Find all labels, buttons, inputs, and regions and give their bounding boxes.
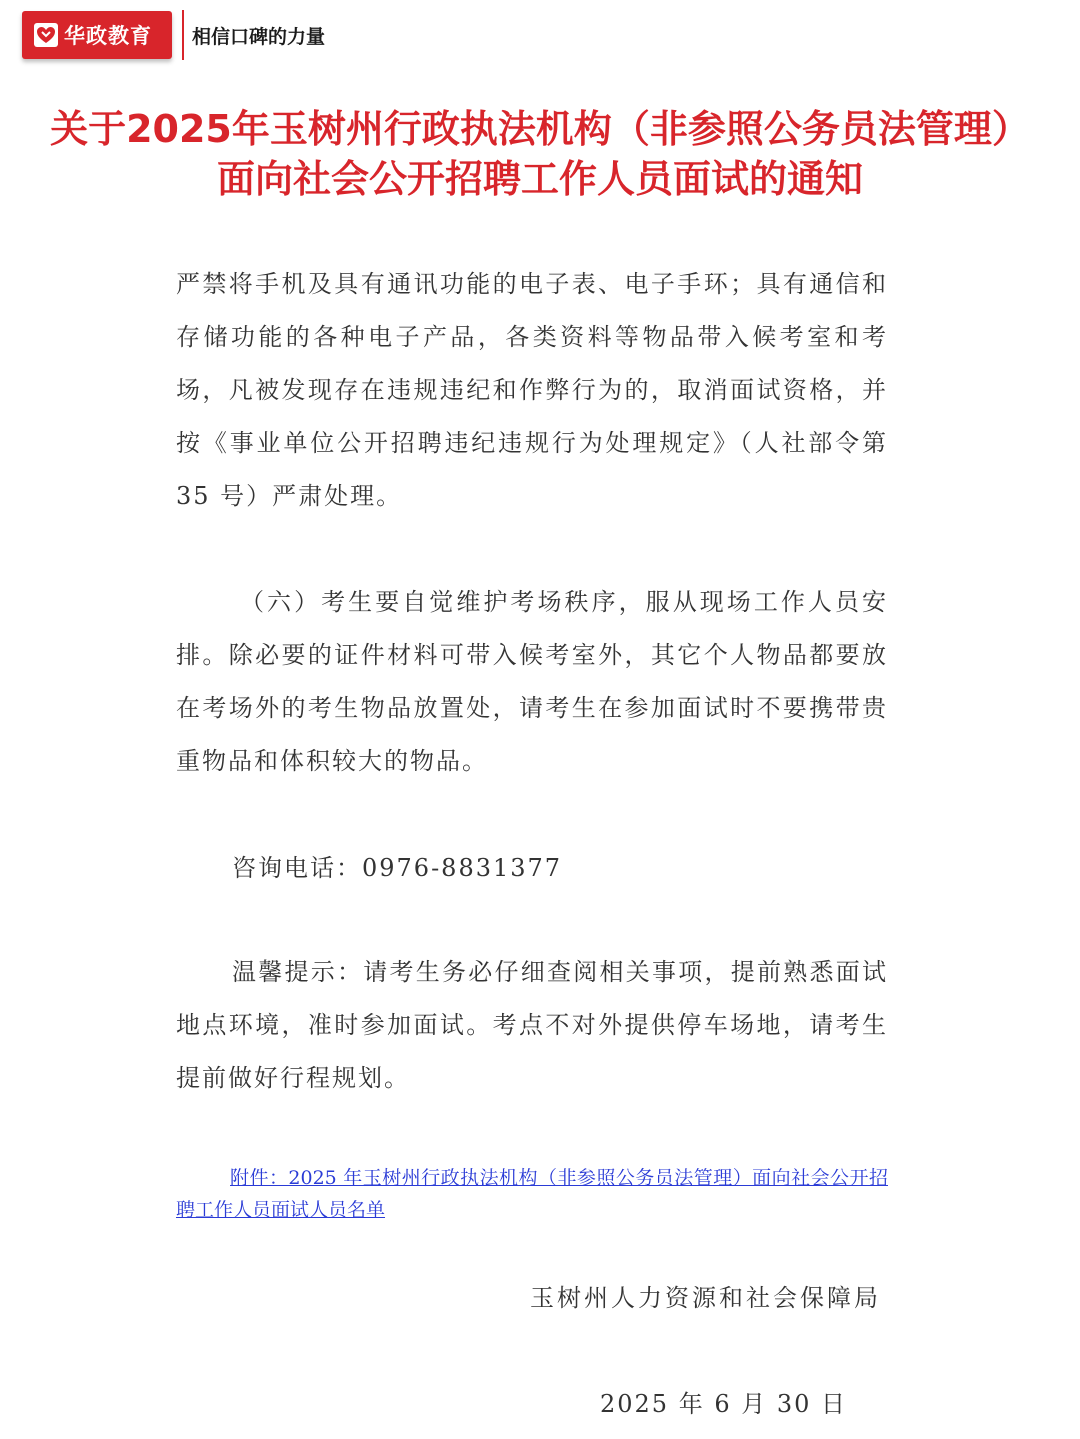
notice-title-line-2: 面向社会公开招聘工作人员面试的通知 — [216, 157, 863, 201]
issue-date: 2025 年 6 月 30 日 — [600, 1390, 848, 1418]
notice-title-line-1: 关于2025年玉树州行政执法机构（非参照公务员法管理） — [50, 107, 1030, 151]
paragraph-warm-tips: 温馨提示：请考生务必仔细查阅相关事项，提前熟悉面试地点环境，准时参加面试。考点不对外提供停车场地，请考生提前做好行程规划。 — [176, 958, 888, 1092]
issuer-signature: 玉树州人力资源和社会保障局 — [530, 1284, 881, 1312]
attachment-link[interactable]: 附件：2025 年玉树州行政执法机构（非参照公务员法管理）面向社会公开招聘工作人员面试人员名单 — [176, 1167, 888, 1221]
brand-header — [22, 10, 325, 60]
logo-text: 华政教育 — [64, 24, 152, 48]
paragraph-contact-phone: 咨询电话：0976-8831377 — [232, 854, 563, 882]
paragraph-prohibited-items: 严禁将手机及具有通讯功能的电子表、电子手环；具有通信和存储功能的各种电子产品，各类资料等物品带入候考室和考场，凡被发现存在违规违纪和作弊行为的，取消面试资格，并按《事业单位公开招聘违纪违规行为处理规定》（人社部令第 35 号）严肃处理。 — [176, 270, 888, 510]
slogan: 相信口碑的力量 — [192, 25, 326, 48]
brand-logo — [22, 11, 172, 59]
paragraph-exam-order: （六）考生要自觉维护考场秩序，服从现场工作人员安排。除必要的证件材料可带入候考室外，其它个人物品都要放在考场外的考生物品放置处，请考生在参加面试时不要携带贵重物品和体积较大的物品。 — [176, 588, 888, 775]
header-divider — [182, 10, 184, 60]
notice-title — [0, 104, 1080, 204]
logo-mark-icon — [34, 23, 58, 47]
